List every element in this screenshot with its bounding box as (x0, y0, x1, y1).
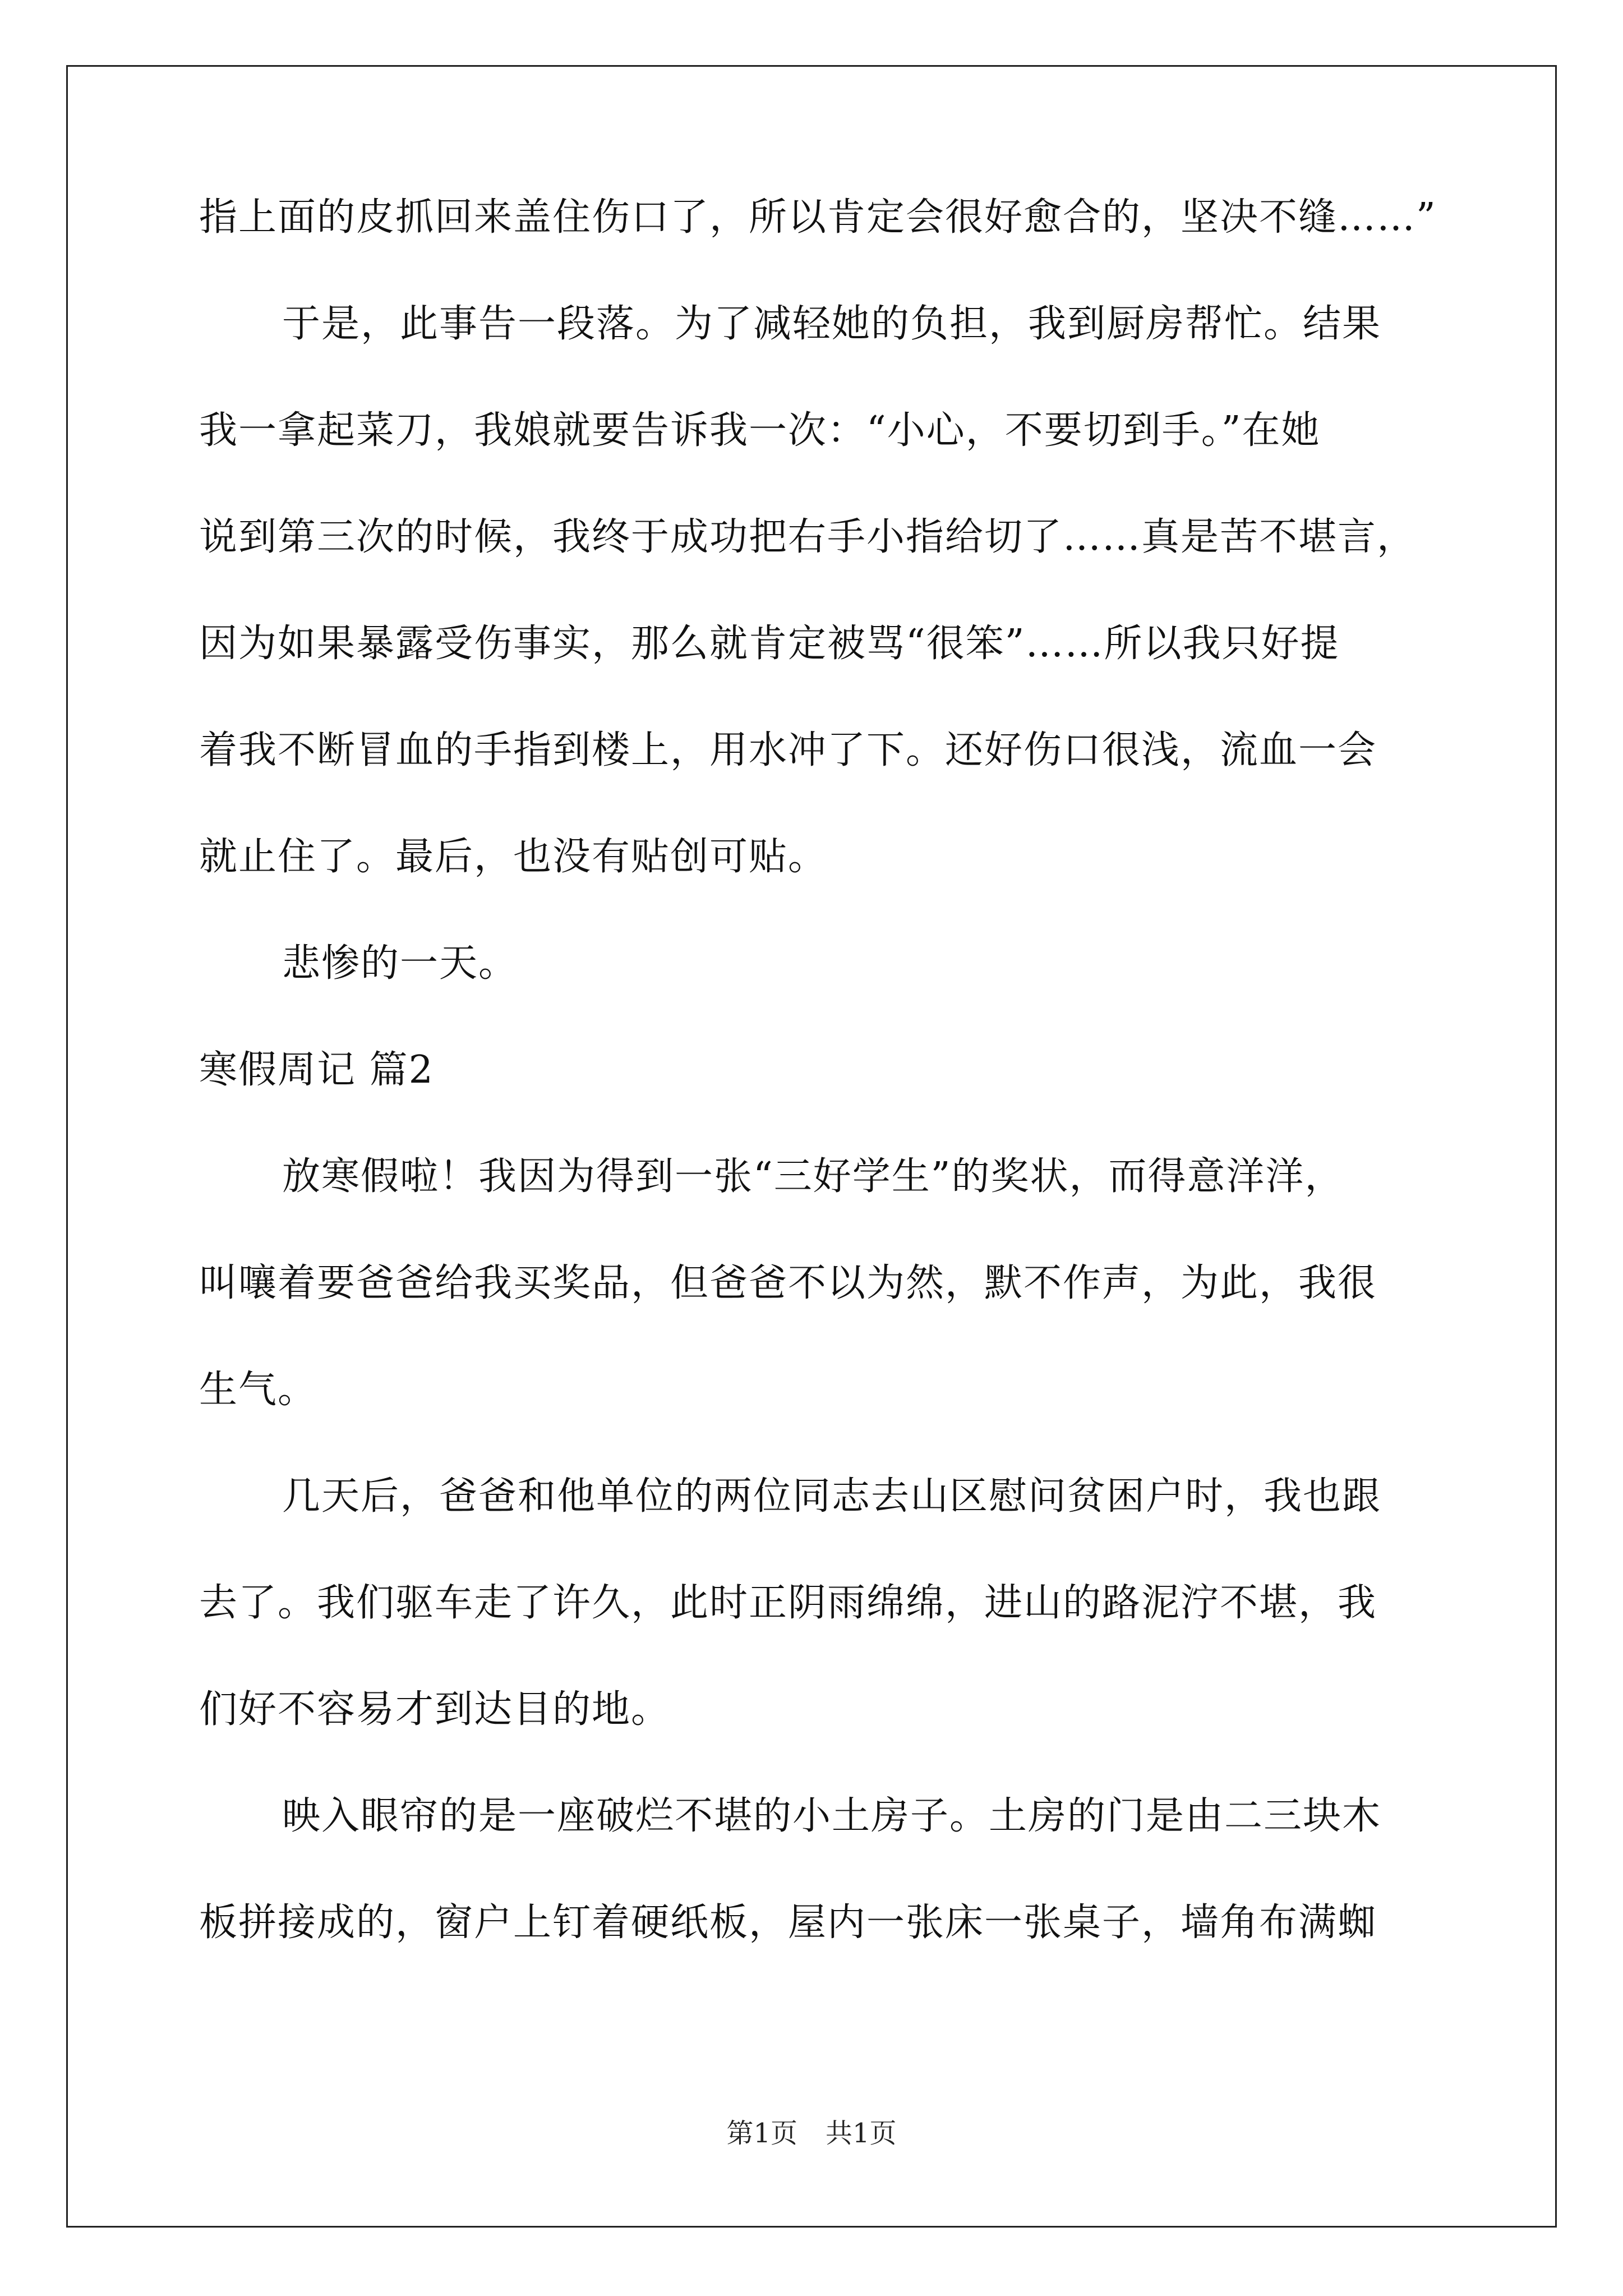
text-line: 放寒假啦！我因为得到一张“三好学生”的奖状，而得意洋洋， (282, 1154, 1344, 1199)
text-line: 着我不断冒血的手指到楼上，用水冲了下。还好伤口很浅，流血一会 (199, 728, 1377, 772)
text-line: 板拼接成的，窗户上钉着硬纸板，屋内一张床一张桌子，墙角布满蜘 (199, 1901, 1377, 1945)
section-heading: 寒假周记 篇2 (199, 1048, 434, 1092)
text-line: 生气。 (199, 1368, 317, 1412)
text-line: 说到第三次的时候，我终于成功把右手小指给切了……真是苦不堪言， (199, 515, 1417, 559)
page-total: 共1页 (826, 2118, 897, 2149)
text-line: 叫嚷着要爸爸给我买奖品，但爸爸不以为然，默不作声，为此，我很 (199, 1261, 1377, 1305)
text-line: 因为如果暴露受伤事实，那么就肯定被骂“很笨”……所以我只好提 (199, 622, 1340, 666)
text-line: 就止住了。最后，也没有贴创可贴。 (199, 835, 828, 879)
page-number: 第1页 (726, 2118, 797, 2149)
text-line: 悲惨的一天。 (282, 941, 518, 986)
text-line: 我一拿起菜刀，我娘就要告诉我一次：“小心，不要切到手。”在她 (199, 408, 1321, 453)
page-footer (0, 2118, 1623, 2149)
text-line: 于是，此事告一段落。为了减轻她的负担，我到厨房帮忙。结果 (282, 302, 1382, 346)
text-line: 指上面的皮抓回来盖住伤口了，所以肯定会很好愈合的，坚决不缝……” (199, 195, 1437, 240)
text-line: 们好不容易才到达目的地。 (199, 1687, 671, 1732)
text-line: 几天后，爸爸和他单位的两位同志去山区慰问贫困户时，我也跟 (282, 1474, 1382, 1519)
document-body (199, 195, 1437, 1945)
text-line: 映入眼帘的是一座破烂不堪的小土房子。土房的门是由二三块木 (282, 1794, 1382, 1838)
text-line: 去了。我们驱车走了许久，此时正阴雨绵绵，进山的路泥泞不堪，我 (199, 1581, 1377, 1625)
